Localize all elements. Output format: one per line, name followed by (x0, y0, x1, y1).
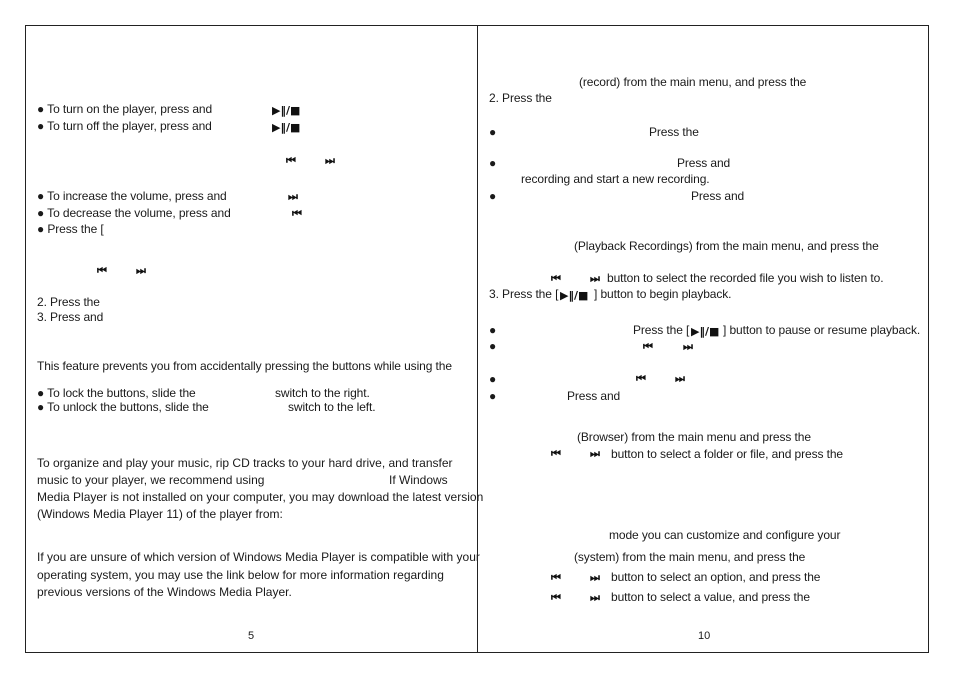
next-icon: ⏭ (288, 190, 298, 203)
next-icon: ⏭ (136, 264, 146, 277)
press-and-text: Press and (677, 156, 731, 170)
unlock-direction-text: switch to the left. (288, 400, 376, 414)
system-menu-text: (system) from the main menu, and press the (574, 550, 806, 564)
wmp-paragraph-line-4: (Windows Media Player 11) of the player from: (37, 507, 283, 521)
step-3-prefix: 3. Press the [ (489, 287, 559, 301)
compat-paragraph-line-1: If you are unsure of which version of Windows Media Player is compatible with your (37, 550, 480, 564)
playback-menu-text: (Playback Recordings) from the main menu, and press the (574, 239, 879, 253)
record-menu-text: (record) from the main menu, and press the (579, 75, 807, 89)
lock-direction-text: switch to the right. (275, 386, 370, 400)
page-number: 10 (698, 630, 711, 642)
next-icon: ⏭ (325, 154, 335, 167)
play-pause-stop-icon: ▶‖/■ (272, 121, 301, 134)
page-number: 5 (248, 630, 255, 642)
bullet: ● (489, 372, 497, 386)
bullet: ● (489, 125, 497, 139)
new-recording-text: recording and start a new recording. (521, 172, 710, 186)
pause-prefix: Press the [ (633, 323, 690, 337)
prev-icon: ⏮ (636, 372, 646, 385)
press-the-bracket-text: ● Press the [ (37, 222, 104, 236)
prev-icon: ⏮ (551, 272, 561, 285)
prev-icon: ⏮ (551, 571, 561, 584)
wmp-if-windows-text: If Windows (389, 473, 448, 487)
lock-text: ● To lock the buttons, slide the (37, 386, 196, 400)
compat-paragraph-line-2: operating system, you may use the link below for more information regarding (37, 568, 444, 582)
volume-down-text: ● To decrease the volume, press and (37, 206, 231, 220)
step-3-text: 3. Press and (37, 310, 104, 324)
next-icon: ⏭ (590, 272, 600, 285)
step-3-suffix: ] button to begin playback. (594, 287, 732, 301)
select-folder-text: button to select a folder or file, and press the (611, 447, 844, 461)
wmp-paragraph-line-1: To organize and play your music, rip CD tracks to your hard drive, and transfer (37, 456, 453, 470)
next-icon: ⏭ (590, 571, 600, 584)
step-2-text: 2. Press the (489, 91, 552, 105)
lock-intro-text: This feature prevents you from accidentally pressing the buttons while using the (37, 359, 452, 373)
bullet: ● (489, 156, 497, 170)
power-on-text: ● To turn on the player, press and (37, 102, 213, 116)
select-recorded-text: button to select the recorded file you wish to listen to. (607, 271, 884, 285)
prev-icon: ⏮ (97, 264, 107, 277)
customize-text: mode you can customize and configure your (609, 528, 841, 542)
power-off-text: ● To turn off the player, press and (37, 119, 212, 133)
left-page (25, 25, 484, 653)
prev-icon: ⏮ (292, 207, 302, 220)
prev-icon: ⏮ (643, 340, 653, 353)
volume-up-text: ● To increase the volume, press and (37, 189, 227, 203)
bullet: ● (489, 339, 497, 353)
play-pause-stop-icon: ▶‖/■ (560, 289, 589, 302)
bullet: ● (489, 389, 497, 403)
wmp-paragraph-line-3: Media Player is not installed on your computer, you may download the latest version (37, 490, 484, 504)
press-and-text: Press and (567, 389, 621, 403)
next-icon: ⏭ (590, 447, 600, 460)
step-2-text: 2. Press the (37, 295, 100, 309)
prev-icon: ⏮ (551, 591, 561, 604)
pause-suffix: ] button to pause or resume playback. (723, 323, 921, 337)
next-icon: ⏭ (683, 340, 693, 353)
select-value-text: button to select a value, and press the (611, 590, 810, 604)
press-the-text: Press the (649, 125, 699, 139)
bullet: ● (489, 323, 497, 337)
select-option-text: button to select an option, and press the (611, 570, 821, 584)
next-icon: ⏭ (590, 591, 600, 604)
browser-menu-text: (Browser) from the main menu and press the (577, 430, 811, 444)
bullet: ● (489, 189, 497, 203)
wmp-paragraph-line-2: music to your player, we recommend using (37, 473, 265, 487)
play-pause-stop-icon: ▶‖/■ (272, 104, 301, 117)
right-page (477, 25, 929, 653)
press-and-text: Press and (691, 189, 745, 203)
compat-paragraph-line-3: previous versions of the Windows Media Player. (37, 585, 292, 599)
unlock-text: ● To unlock the buttons, slide the (37, 400, 209, 414)
play-pause-stop-icon: ▶‖/■ (691, 325, 720, 338)
next-icon: ⏭ (675, 372, 685, 385)
prev-icon: ⏮ (286, 154, 296, 167)
prev-icon: ⏮ (551, 447, 561, 460)
